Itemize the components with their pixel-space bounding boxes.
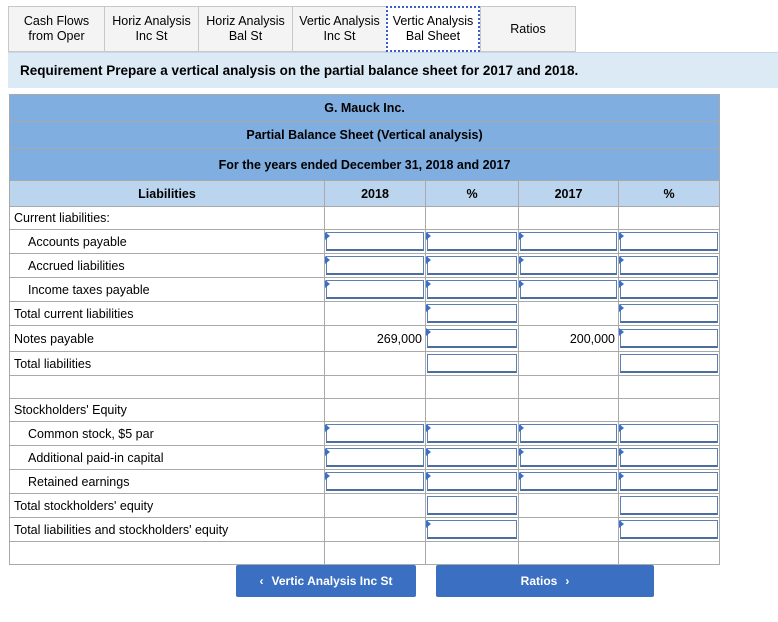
next-button[interactable] (436, 565, 654, 597)
row-label: Additional paid-in capital (10, 446, 325, 470)
col-header-2017: 2017 (519, 181, 619, 207)
total-liab-se-2018-pct-input[interactable] (427, 520, 517, 539)
chevron-right-icon: › (565, 574, 570, 588)
row-label: Total current liabilities (10, 302, 325, 326)
common-2017-pct-input[interactable] (620, 424, 718, 443)
ap-2018-pct-input[interactable] (427, 232, 517, 251)
tab-cash-flows[interactable]: Cash Flows from Oper (8, 6, 104, 52)
tab-vertic-inc-st[interactable]: Vertic Analysis Inc St (292, 6, 386, 52)
col-header-2018: 2018 (325, 181, 426, 207)
row-label: Notes payable (10, 326, 325, 352)
ap-2017-pct-input[interactable] (620, 232, 718, 251)
notes-2018-pct-input[interactable] (427, 329, 517, 348)
prev-button-label: Vertic Analysis Inc St (271, 574, 393, 588)
row-label: Income taxes payable (10, 278, 325, 302)
notes-2017-value: 200,000 (519, 326, 619, 352)
row-label: Total liabilities (10, 352, 325, 376)
accrued-2017-pct-input[interactable] (620, 256, 718, 275)
re-2017-pct-input[interactable] (620, 472, 718, 491)
total-liab-2018-pct-input[interactable] (427, 354, 517, 373)
requirement-bar (8, 52, 778, 88)
total-current-2018-pct-input[interactable] (427, 304, 517, 323)
next-button-label: Ratios (520, 574, 558, 588)
tax-2017-input[interactable] (520, 280, 617, 299)
total-liab-se-2017-pct-input[interactable] (620, 520, 718, 539)
accrued-2018-input[interactable] (326, 256, 424, 275)
tab-horiz-inc-st[interactable]: Horiz Analysis Inc St (104, 6, 198, 52)
apic-2017-input[interactable] (520, 448, 617, 467)
ap-2018-input[interactable] (326, 232, 424, 251)
balance-sheet-table (9, 94, 720, 565)
row-label: Total liabilities and stockholders' equity (10, 518, 325, 542)
statement-period: For the years ended December 31, 2018 and 2017 (10, 149, 720, 181)
tab-ratios[interactable]: Ratios (480, 6, 576, 52)
statement-title: Partial Balance Sheet (Vertical analysis) (10, 122, 720, 149)
apic-2017-pct-input[interactable] (620, 448, 718, 467)
re-2017-input[interactable] (520, 472, 617, 491)
re-2018-pct-input[interactable] (427, 472, 517, 491)
apic-2018-input[interactable] (326, 448, 424, 467)
prev-button[interactable] (236, 565, 416, 597)
tab-horiz-bal-st[interactable]: Horiz Analysis Bal St (198, 6, 292, 52)
total-liab-2017-pct-input[interactable] (620, 354, 718, 373)
chevron-left-icon: ‹ (259, 574, 264, 588)
common-2018-pct-input[interactable] (427, 424, 517, 443)
tab-vertic-bal-sheet[interactable]: Vertic Analysis Bal Sheet (386, 6, 480, 52)
col-header-liabilities: Liabilities (10, 181, 325, 207)
ap-2017-input[interactable] (520, 232, 617, 251)
requirement-text: Requirement Prepare a vertical analysis on the partial balance sheet for 2017 and 2018. (20, 63, 579, 78)
row-label: Accounts payable (10, 230, 325, 254)
tab-bar (8, 6, 576, 52)
row-label: Total stockholders' equity (10, 494, 325, 518)
row-label: Retained earnings (10, 470, 325, 494)
tax-2018-pct-input[interactable] (427, 280, 517, 299)
re-2018-input[interactable] (326, 472, 424, 491)
row-label: Accrued liabilities (10, 254, 325, 278)
total-current-2017-pct-input[interactable] (620, 304, 718, 323)
accrued-2018-pct-input[interactable] (427, 256, 517, 275)
row-label: Stockholders' Equity (10, 399, 325, 422)
col-header-pct-2018: % (426, 181, 519, 207)
apic-2018-pct-input[interactable] (427, 448, 517, 467)
common-2018-input[interactable] (326, 424, 424, 443)
row-label: Current liabilities: (10, 207, 325, 230)
total-se-2018-pct-input[interactable] (427, 496, 517, 515)
notes-2018-value: 269,000 (325, 326, 426, 352)
accrued-2017-input[interactable] (520, 256, 617, 275)
tax-2018-input[interactable] (326, 280, 424, 299)
row-label: Common stock, $5 par (10, 422, 325, 446)
total-se-2017-pct-input[interactable] (620, 496, 718, 515)
common-2017-input[interactable] (520, 424, 617, 443)
company-name: G. Mauck Inc. (10, 95, 720, 122)
col-header-pct-2017: % (619, 181, 720, 207)
notes-2017-pct-input[interactable] (620, 329, 718, 348)
tax-2017-pct-input[interactable] (620, 280, 718, 299)
